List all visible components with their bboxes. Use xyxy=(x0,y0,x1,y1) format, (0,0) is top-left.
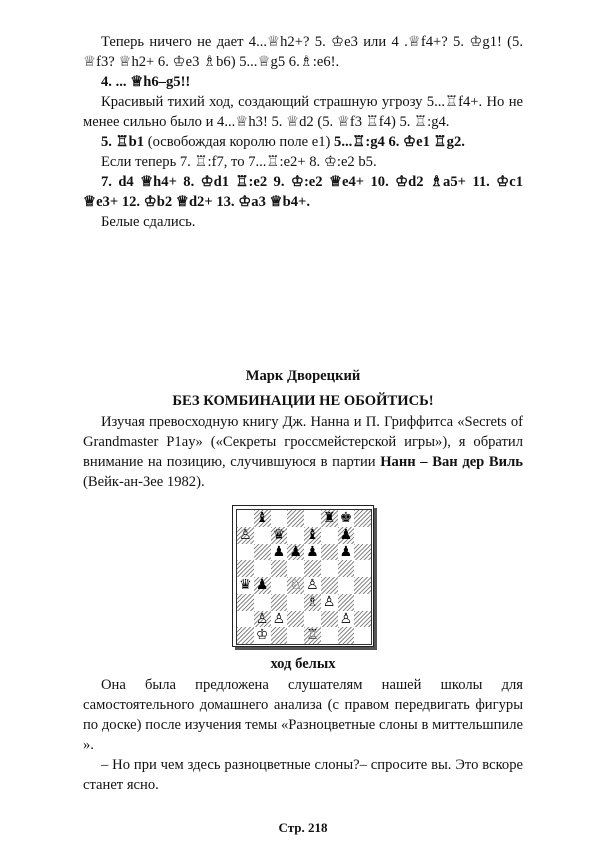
board-square xyxy=(354,510,371,527)
chess-piece-black-e7: ♝ xyxy=(306,526,319,543)
move-5-bold: 5. ♖b1 xyxy=(101,134,148,150)
board-square xyxy=(271,594,288,611)
board-square xyxy=(237,627,254,644)
page-number: Стр. 218 xyxy=(278,820,328,835)
board-square xyxy=(254,527,271,544)
chess-board xyxy=(236,509,372,645)
chess-piece-white-c2: ♙ xyxy=(272,610,286,627)
board-square xyxy=(321,544,338,561)
board-square xyxy=(338,577,355,594)
result-line: Белые сдались. xyxy=(101,214,196,230)
move-line-5 xyxy=(83,132,523,152)
board-square xyxy=(287,510,304,527)
paragraph-1: Теперь ничего не дает 4...♕h2+? 5. ♔e3 или 4 .♕f4+? 5. ♔g1! (5. ♕f3? ♕h2+ 6. ♔e3 ♗b6) 5...♕g5 6.♗:e6!. xyxy=(83,34,523,70)
chess-piece-black-e6: ♟ xyxy=(306,543,319,560)
board-square xyxy=(287,560,304,577)
chess-piece-white-f3: ♙ xyxy=(322,593,336,610)
board-square xyxy=(287,627,304,644)
board-square xyxy=(321,611,338,628)
main-line: 7. d4 ♕h4+ 8. ♔d1 ♖:e2 9. ♔:e2 ♕e4+ 10. ♔d2 ♗a5+ 11. ♔c1 ♕e3+ 12. ♔b2 ♕d2+ 13. ♔a3 ♕b4+. xyxy=(83,174,523,210)
board-square xyxy=(287,527,304,544)
board-square xyxy=(237,560,254,577)
move-line-4: 4. ... ♕h6–g5!! xyxy=(101,74,191,90)
board-square xyxy=(271,577,288,594)
chess-piece-black-a4: ♛ xyxy=(239,577,252,593)
chess-piece-black-g7: ♟ xyxy=(339,526,353,543)
board-square xyxy=(321,560,338,577)
intro-block xyxy=(83,412,523,492)
chess-piece-white-b1: ♔ xyxy=(255,627,269,644)
article-title: БЕЗ КОМБИНАЦИИ НЕ ОБОЙТИСЬ! xyxy=(172,393,434,409)
diagram-caption: ход белых xyxy=(270,656,336,672)
board-square xyxy=(354,627,371,644)
game-players: Нанн – Ван дер Виль xyxy=(380,454,523,470)
after-block xyxy=(83,675,523,795)
board-square xyxy=(287,611,304,628)
board-square xyxy=(237,544,254,561)
top-text-block xyxy=(83,32,523,232)
chess-piece-white-e3: ♗ xyxy=(306,593,319,610)
chess-diagram xyxy=(232,505,374,647)
board-square xyxy=(254,560,271,577)
board-square xyxy=(321,527,338,544)
board-square xyxy=(237,611,254,628)
chess-piece-black-b4: ♟ xyxy=(255,577,269,593)
move-5-comment: (освобождая королю поле e1) xyxy=(147,134,335,150)
board-square xyxy=(354,544,371,561)
after-paragraph-1: Она была предложена слушателям нашей школы для самостоятельного домашнего анализа (с правом передвигать фигуры по доске) после изучения темы «Разноцветные слоны в миттельшпиле ». xyxy=(83,677,523,753)
game-event: (Вейк-ан-Зее 1982). xyxy=(83,474,205,490)
board-square xyxy=(321,577,338,594)
chess-piece-white-a7: ♙ xyxy=(239,526,252,543)
board-square xyxy=(354,577,371,594)
board-square xyxy=(271,560,288,577)
board-square xyxy=(271,627,288,644)
board-square xyxy=(304,510,321,527)
board-square xyxy=(237,594,254,611)
board-square xyxy=(321,627,338,644)
chess-piece-black-g6: ♟ xyxy=(339,543,353,560)
paragraph-2: Красивый тихий ход, создающий страшную угрозу 5...♖f4+. Но не менее сильно было и 4...♕h3! 5. ♕d2 (5. ♕f3 ♖f4) 5. ♖:g4. xyxy=(83,94,523,130)
board-square xyxy=(338,627,355,644)
chess-piece-white-b2: ♙ xyxy=(255,610,269,627)
board-square xyxy=(354,560,371,577)
after-paragraph-2: – Но при чем здесь разноцветные слоны?– спросите вы. Это вскоре станет ясно. xyxy=(83,757,523,793)
article-author: Марк Дворецкий xyxy=(245,368,361,384)
board-square xyxy=(354,594,371,611)
board-square xyxy=(354,611,371,628)
board-square xyxy=(304,611,321,628)
paragraph-3: Если теперь 7. ♖:f7, то 7...♖:e2+ 8. ♔:e2 b5. xyxy=(101,154,377,170)
chess-piece-white-e1: ♖ xyxy=(306,627,319,644)
chess-piece-black-b8: ♝ xyxy=(255,510,269,526)
board-square xyxy=(254,594,271,611)
intro-text: Изучая превосходную книгу Дж. Нанна и П. Гриффитса «Secrets of Grandmaster P1ay» («Секреты гроссмейстерской игры»), я обратил внимание на позицию, случившуюся в партии xyxy=(83,414,523,470)
chess-piece-black-g8: ♚ xyxy=(339,510,353,526)
board-square xyxy=(287,594,304,611)
chess-piece-black-c6: ♟ xyxy=(272,543,286,560)
chess-piece-black-d6: ♟ xyxy=(289,543,302,560)
board-square xyxy=(254,544,271,561)
move-5-reply: 5...♖:g4 6. ♔e1 ♖g2. xyxy=(334,134,465,150)
board-square xyxy=(271,510,288,527)
board-square xyxy=(237,510,254,527)
board-square xyxy=(338,560,355,577)
board-square xyxy=(354,527,371,544)
intro-paragraph xyxy=(83,412,523,492)
chess-piece-white-g2: ♙ xyxy=(339,610,353,627)
chess-piece-white-d4: ♘ xyxy=(289,577,302,593)
chess-piece-white-e4: ♙ xyxy=(306,577,319,593)
board-square xyxy=(304,560,321,577)
chess-piece-black-c7: ♛ xyxy=(272,526,286,543)
chess-piece-black-f8: ♜ xyxy=(322,510,336,526)
board-square xyxy=(338,594,355,611)
